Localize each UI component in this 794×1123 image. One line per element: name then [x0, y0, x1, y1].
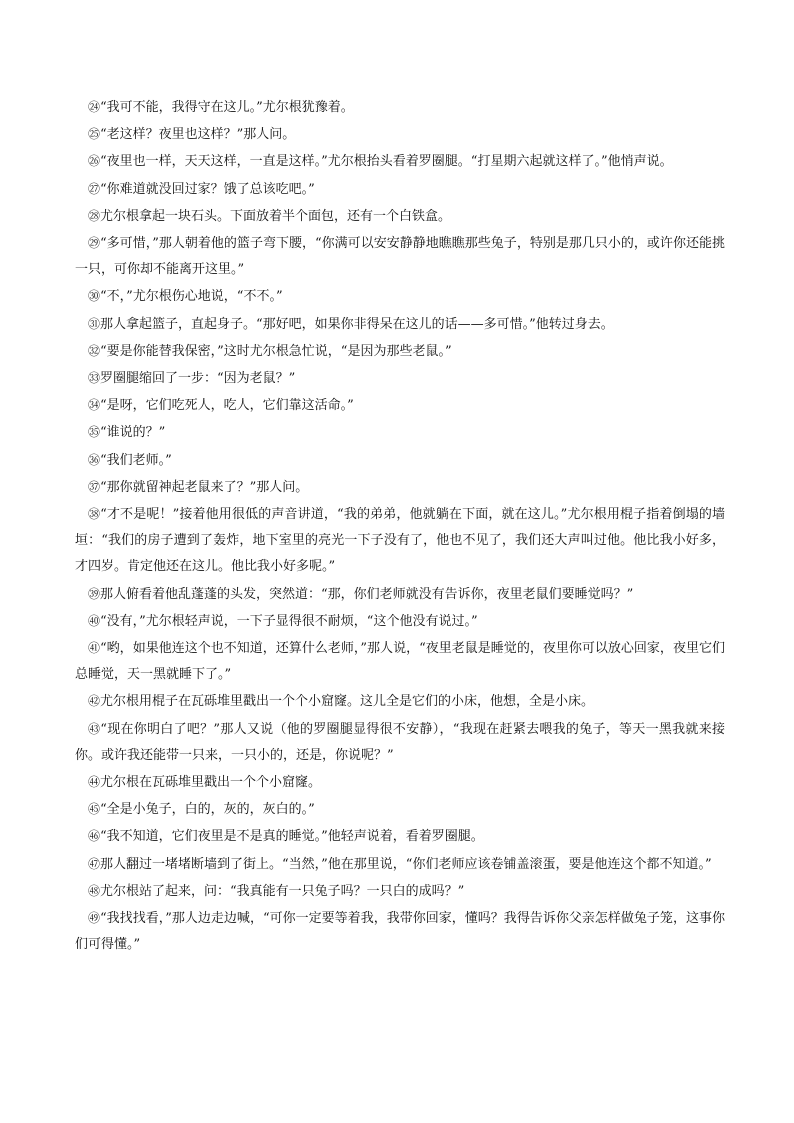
paragraph-number: ㊽ [88, 883, 101, 898]
paragraph-number: ㉘ [88, 208, 101, 223]
paragraph [75, 121, 725, 148]
paragraph-number: ㉖ [88, 154, 101, 169]
paragraph [75, 688, 725, 715]
paragraph-text: “才不是呢！”接着他用很低的声音讲道，“我的弟弟，他就躺在下面，就在这儿。”尤尔根用棍子指着倒塌的墙垣：“我们的房子遭到了轰炸，地下室里的亮光一下子没有了，他也不见了，我们还大声叫过他。他比我小好多，才四岁。肯定他还在这儿。他比我小好多呢。” [75, 507, 725, 575]
paragraph-text: “我们老师。” [100, 452, 172, 468]
paragraph [75, 635, 725, 688]
paragraph-text: “没有，”尤尔根轻声说，一下子显得很不耐烦，“这个他没有说过。” [100, 613, 478, 629]
paragraph [75, 474, 725, 501]
paragraph-text: “我不知道，它们夜里是不是真的睡觉。”他轻声说着，看着罗圈腿。 [100, 829, 484, 845]
paragraph [75, 447, 725, 474]
paragraph-text: “你难道就没回过家？饿了总该吃吧。” [100, 181, 315, 197]
paragraph-number: ㉕ [88, 127, 101, 142]
paragraph-number: ㊾ [88, 911, 101, 926]
paragraph-number: ㊲ [88, 479, 101, 494]
paragraph-number: ㉟ [88, 425, 101, 440]
paragraph-number: ㊼ [88, 856, 101, 871]
paragraph-text: “我找找看，”那人边走边喊，“可你一定要等着我，我带你回家，懂吗？我得告诉你父亲怎样做兔子笼，这事你们可得懂。” [75, 911, 725, 953]
paragraph-text: “夜里也一样，天天这样，一直是这样。”尤尔根抬头看着罗圈腿。“打星期六起就这样了。”他悄声说。 [100, 154, 673, 170]
paragraph-text: “老这样？夜里也这样？”那人问。 [100, 127, 296, 143]
paragraph-text: 那人翻过一堵堵断墙到了街上。“当然，”他在那里说，“你们老师应该卷铺盖滚蛋，要是他连这个都不知道。” [100, 856, 712, 872]
paragraph-number: ㉔ [88, 100, 101, 114]
paragraph [75, 94, 725, 121]
paragraph-text: “是呀，它们吃死人，吃人，它们靠这活命。” [100, 398, 354, 414]
paragraph-text: “全是小兔子，白的，灰的，灰白的。” [100, 802, 315, 818]
paragraph-number: ㊺ [88, 802, 101, 817]
paragraph-text: “多可惜，”那人朝着他的篮子弯下腰，“你满可以安安静静地瞧瞧那些兔子，特别是那几只小的，或许你还能挑一只，可你却不能离开这里。” [75, 236, 725, 278]
paragraph [75, 203, 725, 230]
paragraph-text: “要是你能替我保密，”这时尤尔根急忙说，“是因为那些老鼠。” [100, 343, 452, 359]
paragraph [75, 419, 725, 446]
paragraph [75, 716, 725, 769]
paragraph-number: ㊷ [88, 694, 101, 709]
paragraph [75, 501, 725, 581]
paragraph-number: ㊶ [88, 641, 101, 656]
paragraph-text: 那人俯看着他乱蓬蓬的头发，突然道：“那，你们老师就没有告诉你，夜里老鼠们要睡觉吗？” [100, 586, 634, 602]
paragraph-text: “哟，如果他连这个也不知道，还算什么老师，”那人说，“夜里老鼠是睡觉的，夜里你可以放心回家，夜里它们总睡觉，天一黑就睡下了。” [75, 641, 725, 683]
paragraph [75, 878, 725, 905]
paragraph [75, 796, 725, 823]
paragraph-number: ㊵ [88, 613, 101, 628]
paragraph-number: ㉛ [88, 316, 101, 331]
paragraph-number: ㊻ [88, 829, 101, 844]
paragraph [75, 392, 725, 419]
paragraph-number: ㉞ [88, 398, 101, 413]
paragraph-number: ㊴ [88, 586, 101, 601]
paragraph-number: ㉜ [88, 343, 101, 358]
paragraph-text: 那人拿起篮子，直起身子。“那好吧，如果你非得呆在这儿的话——多可惜。”他转过身去。 [100, 316, 614, 332]
paragraph-text: 尤尔根站了起来，问：“我真能有一只兔子吗？一只白的成吗？” [100, 883, 465, 899]
paragraph [75, 581, 725, 608]
paragraph [75, 176, 725, 203]
paragraph [75, 823, 725, 850]
paragraph-text: 罗圈腿缩回了一步：“因为老鼠？” [100, 371, 296, 387]
paragraph-text: 尤尔根在瓦砾堆里戳出一个个小窟窿。 [100, 775, 322, 791]
paragraph-number: ㉗ [88, 181, 101, 196]
paragraph [75, 905, 725, 958]
paragraph [75, 338, 725, 365]
paragraph-text: “那你就留神起老鼠来了？”那人问。 [100, 479, 309, 495]
paragraph [75, 608, 725, 635]
paragraph-number: ㉚ [88, 289, 101, 304]
paragraph-number: ㊹ [88, 775, 101, 790]
paragraph-text: 尤尔根用棍子在瓦砾堆里戳出一个个小窟窿。这儿全是它们的小床，他想，全是小床。 [100, 694, 595, 710]
paragraph-number: ㊱ [88, 452, 101, 467]
paragraph [75, 311, 725, 338]
paragraph [75, 283, 725, 310]
paragraph-number: ㊳ [88, 507, 101, 522]
paragraph [75, 230, 725, 283]
paragraph-text: “现在你明白了吧？”那人又说（他的罗圈腿显得很不安静），“我现在赶紧去喂我的兔子，等天一黑我就来接你。或许我还能带一只来，一只小的，还是，你说呢？” [75, 721, 725, 763]
paragraph-text: “谁说的？” [100, 425, 166, 441]
paragraph-number: ㊸ [88, 721, 101, 736]
document-body [75, 94, 725, 959]
paragraph [75, 148, 725, 175]
paragraph [75, 769, 725, 796]
paragraph-number: ㉙ [88, 236, 101, 251]
paragraph-text: “不，”尤尔根伤心地说，“不不。” [100, 289, 283, 305]
paragraph [75, 851, 725, 878]
paragraph-text: 尤尔根拿起一块石头。下面放着半个面包，还有一个白铁盒。 [100, 208, 452, 224]
paragraph-number: ㉝ [88, 371, 101, 386]
paragraph-text: “我可不能，我得守在这儿。”尤尔根犹豫着。 [100, 100, 354, 115]
paragraph [75, 365, 725, 392]
